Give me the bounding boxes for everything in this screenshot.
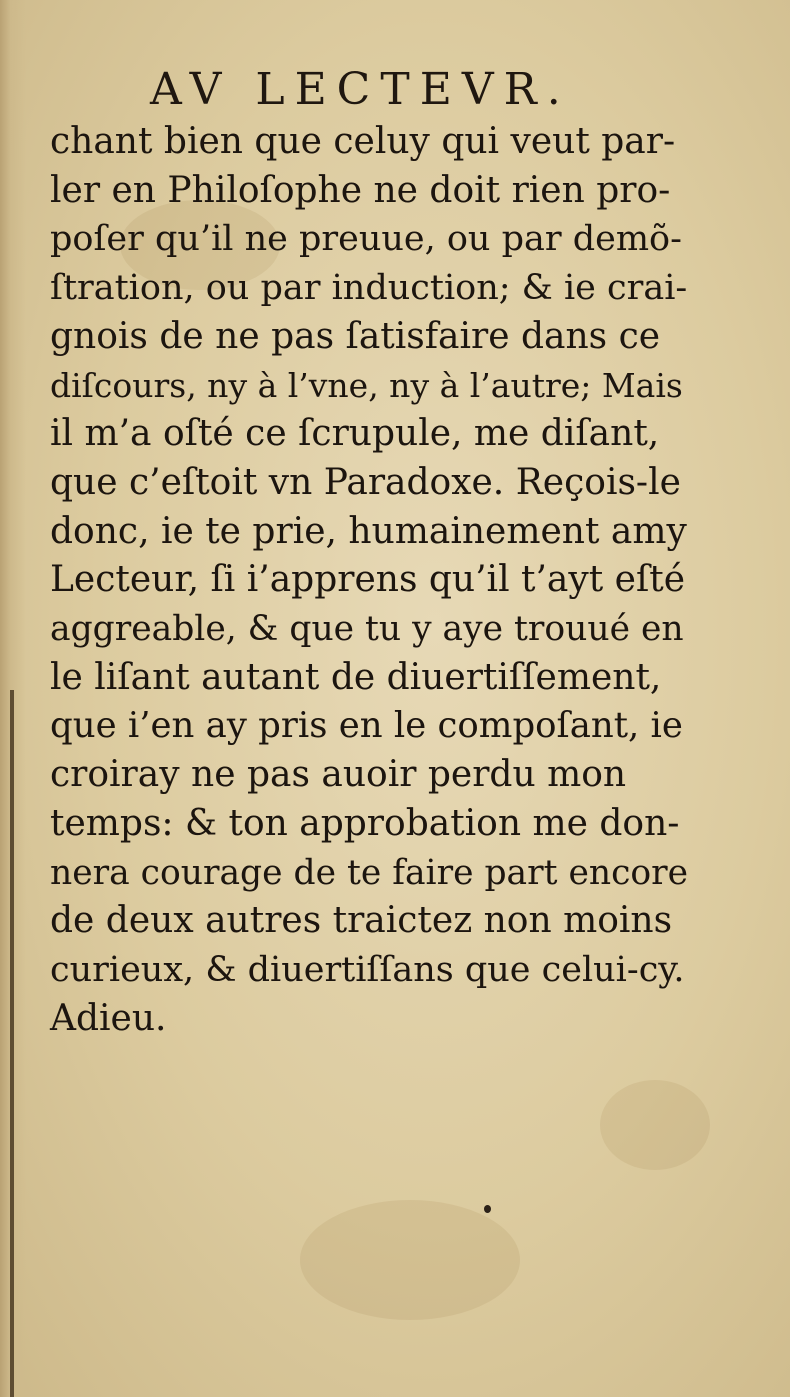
body-text [50, 118, 690, 1043]
paper-stain [600, 1080, 710, 1170]
text-line: gnois de ne pas ſatisfaire dans ce [50, 315, 661, 357]
text-line: aggreable, & que tu y aye trouué en [50, 609, 684, 650]
text-line: ler en Philoſophe ne doit rien pro- [50, 169, 671, 211]
paper-stain [300, 1200, 520, 1320]
text-line: chant bien que celuy qui veut par- [50, 121, 676, 162]
text-line: Lecteur, ſi i’apprens qu’il t’ayt eſté [50, 559, 686, 601]
text-line: que i’en ay pris en le compoſant, ie [50, 705, 683, 747]
text-line: nera courage de te faire part encore [50, 852, 689, 893]
running-header: AV LECTEVR. [150, 64, 571, 115]
text-line: ſtration, ou par induction; & ie crai- [50, 268, 688, 309]
text-line: que c’eſtoit vn Paradoxe. Reçois-le [50, 461, 681, 503]
scan-margin [790, 0, 800, 1397]
text-line: donc, ie te prie, humainement amy [50, 510, 687, 552]
text-line: le liſant autant de diuertiſſement, [50, 656, 662, 698]
text-line: curieux, & diuertiſſans que celui-cy. [50, 949, 685, 990]
text-line: diſcours, ny à l’vne, ny à l’autre; Mais [50, 365, 683, 405]
text-line: croiray ne pas auoir perdu mon [50, 754, 627, 796]
text-line: Adieu. [50, 997, 167, 1039]
text-line: poſer qu’il ne preuue, ou par demõ- [50, 219, 682, 260]
binding-edge [10, 690, 14, 1397]
text-line: il m’a oſté ce ſcrupule, me diſant, [50, 413, 660, 455]
text-line: de deux autres traictez non moins [50, 900, 673, 942]
text-line: temps: & ton approbation me don- [50, 802, 680, 844]
ink-spot [484, 1205, 491, 1213]
